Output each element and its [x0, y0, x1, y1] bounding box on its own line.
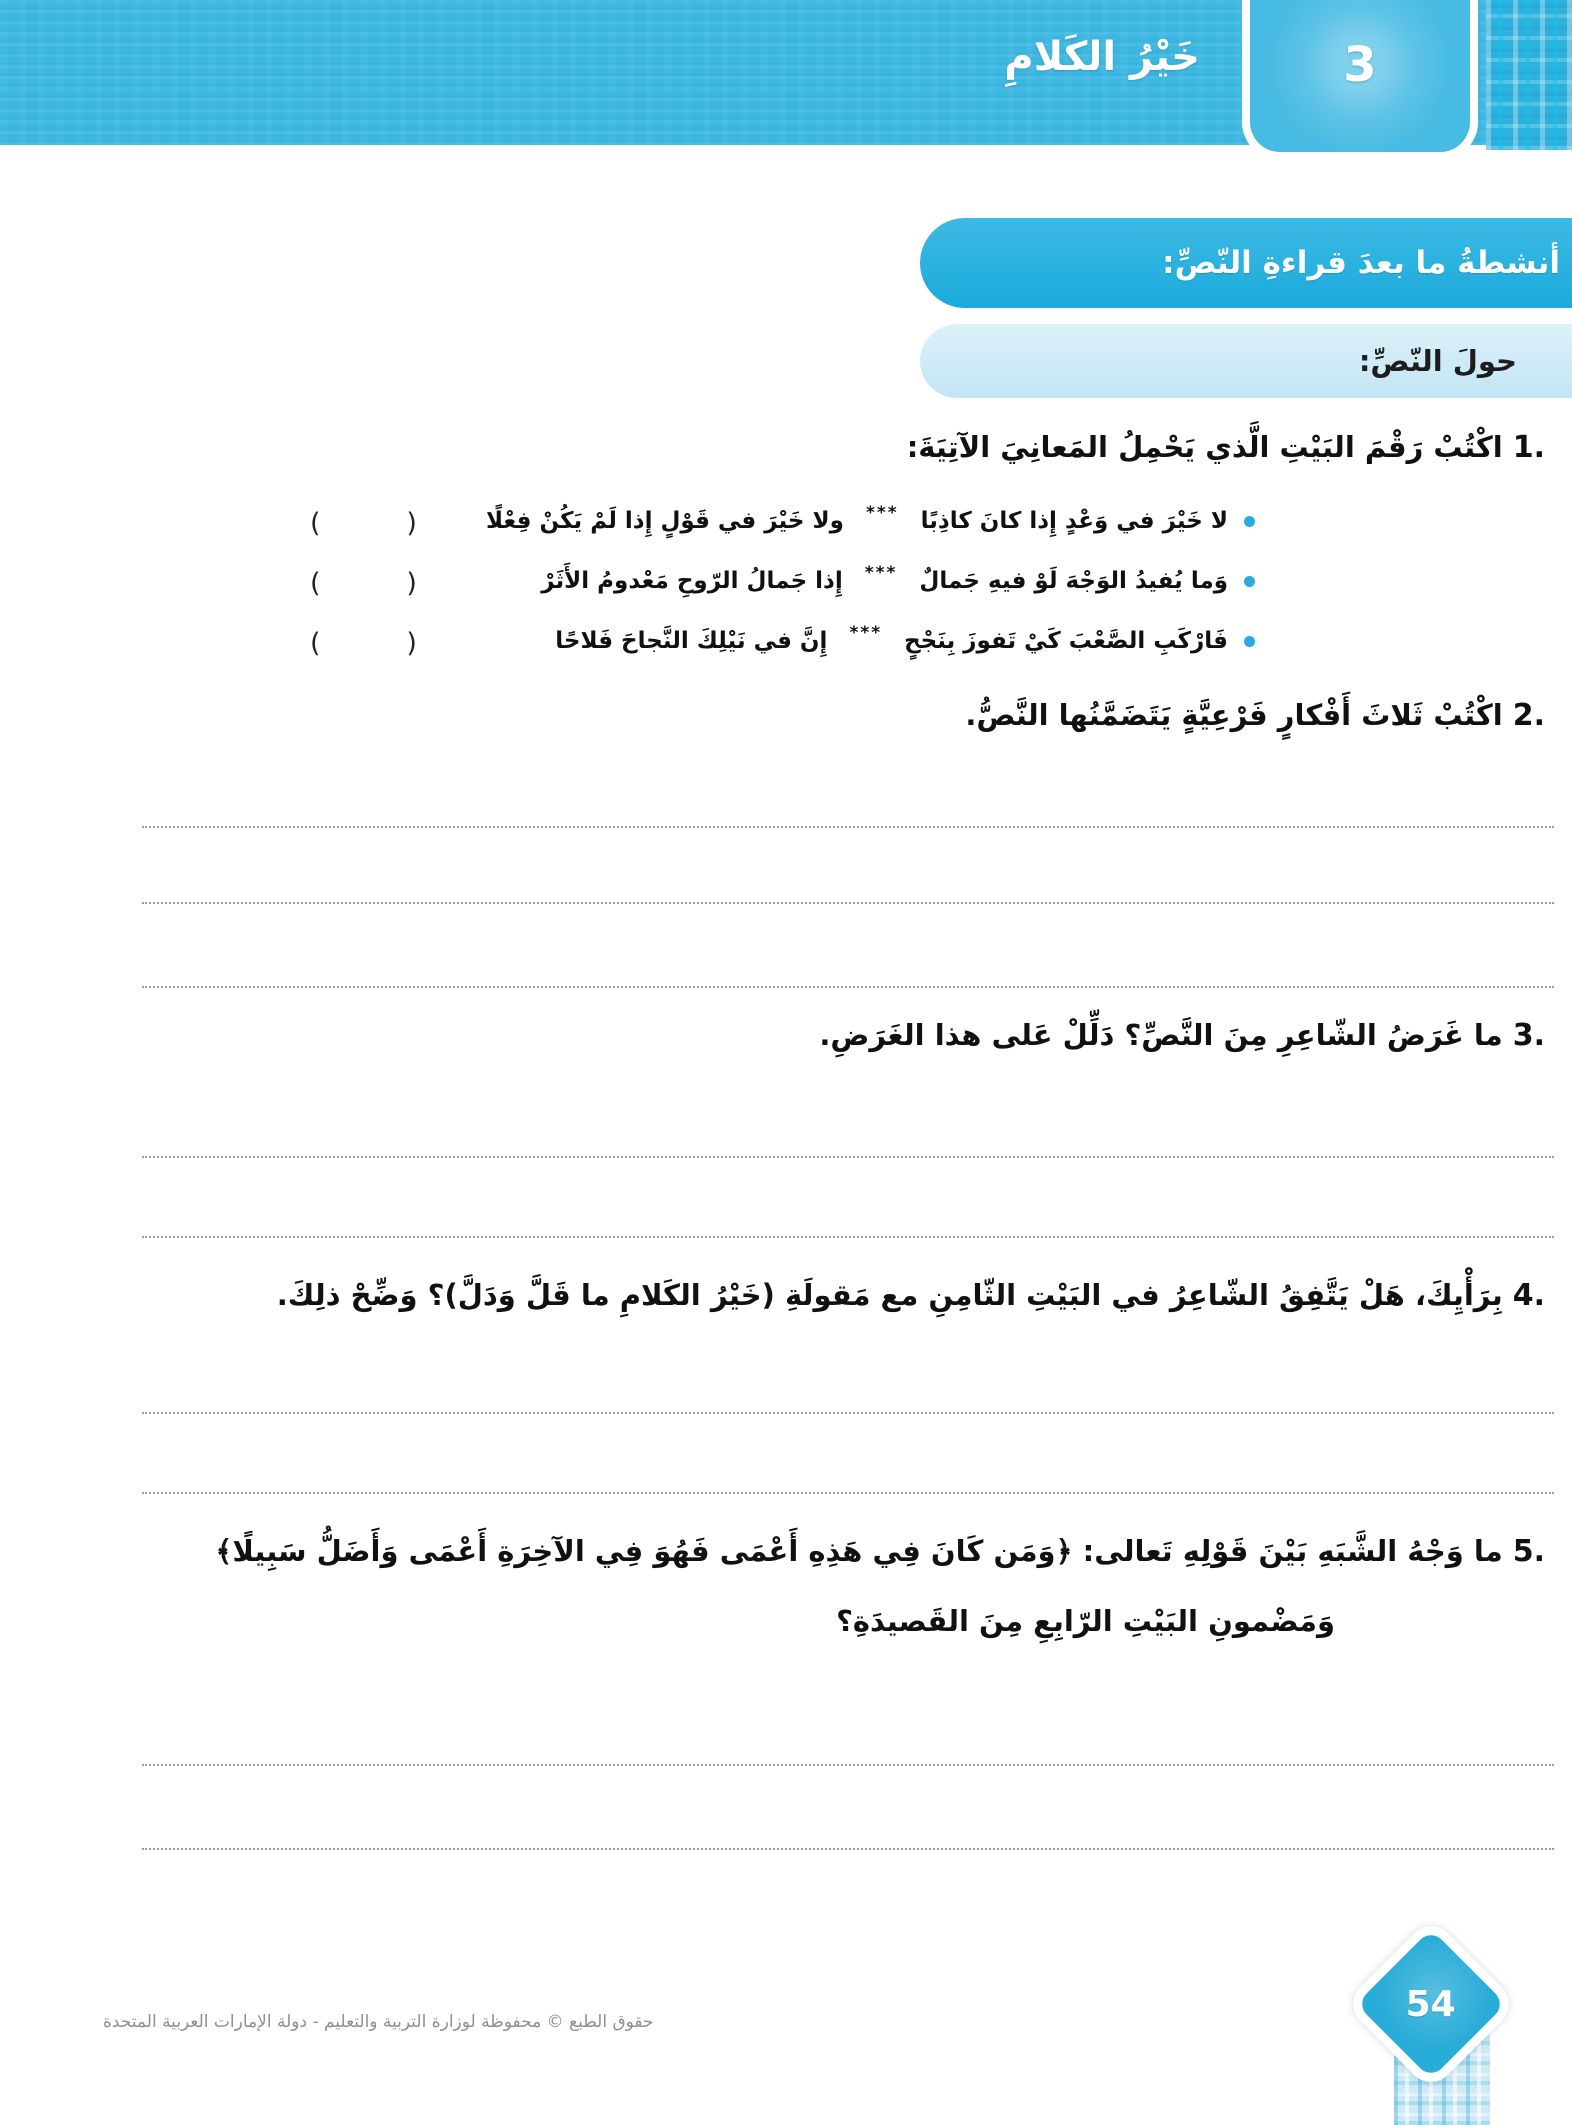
question-4	[277, 1278, 1545, 1313]
verse-1-first-half: لا خَيْرَ في وَعْدٍ إِذا كانَ كاذِبًا	[920, 508, 1228, 534]
question-2	[965, 698, 1545, 733]
activities-banner-label: أنشطةُ ما بعدَ قراءةِ النّصِّ:	[1162, 245, 1560, 281]
lesson-number-box	[1242, 0, 1478, 160]
lesson-number: 3	[1343, 37, 1377, 93]
bullet-dot-icon	[1244, 636, 1255, 647]
answer-slot-2: ( )	[310, 568, 417, 599]
answer-line	[142, 1156, 1554, 1158]
verse-separator: ***	[865, 503, 899, 523]
question-5-number: 5.	[1512, 1534, 1545, 1569]
bullet-dot-icon	[1244, 576, 1255, 587]
question-1-text: اكْتُبْ رَقْمَ البَيْتِ الَّذي يَحْمِلُ المَعانِيَ الآتِيَةَ:	[906, 430, 1503, 464]
answer-line	[142, 1412, 1554, 1414]
question-1-number: 1.	[1512, 430, 1545, 465]
bullet-dot-icon	[1244, 516, 1255, 527]
activities-banner	[920, 218, 1572, 308]
question-5	[215, 1534, 1545, 1569]
answer-line	[142, 1764, 1554, 1766]
page-title: خَيْرُ الكَلامِ	[1004, 34, 1200, 80]
question-3	[819, 1018, 1545, 1053]
page-number: 54	[1405, 1983, 1457, 2025]
verse-separator: ***	[849, 623, 883, 643]
answer-slot-1: ( )	[310, 508, 417, 539]
answer-line	[142, 826, 1554, 828]
verse-3-first-half: فَارْكَبِ الصَّعْبَ كَيْ تَفوزَ بِنَجْحٍ	[904, 628, 1228, 654]
copyright-notice: حقوق الطبع © محفوظة لوزارة التربية والتعليم - دولة الإمارات العربية المتحدة	[103, 2012, 654, 2032]
about-text-banner-label: حولَ النّصِّ:	[1358, 344, 1517, 378]
verse-item-3	[555, 623, 1255, 654]
verse-separator: ***	[864, 563, 898, 583]
question-3-number: 3.	[1512, 1018, 1545, 1053]
verse-item-1	[485, 503, 1255, 534]
question-4-number: 4.	[1512, 1278, 1545, 1313]
verse-2-second-half: إِذا جَمالُ الرّوحِ مَعْدومُ الأَثَرْ	[541, 568, 843, 594]
question-1	[907, 430, 1545, 465]
question-4-text: بِرَأْيِكَ، هَلْ يَتَّفِقُ الشّاعِرُ في البَيْتِ الثّامِنِ مع مَقولَةِ (خَيْرُ الكَلامِ ما قَلَّ وَدَلَّ)؟ وَضِّحْ ذلِكَ.	[276, 1278, 1503, 1312]
question-5-line2: وَمَضْمونِ البَيْتِ الرّابِعِ مِنَ القَصيدَةِ؟	[836, 1604, 1335, 1638]
answer-line	[142, 1848, 1554, 1850]
decorative-texture-top-right	[1486, 0, 1572, 150]
verse-3-second-half: إِنَّ في نَيْلِكَ النَّجاحَ فَلاحًا	[555, 628, 828, 654]
verse-item-2	[541, 563, 1255, 594]
question-3-text: ما غَرَضُ الشّاعِرِ مِنَ النَّصِّ؟ دَلِّلْ عَلى هذا الغَرَضِ.	[819, 1018, 1503, 1052]
answer-line	[142, 902, 1554, 904]
about-text-banner	[920, 324, 1572, 398]
answer-slot-3: ( )	[310, 628, 417, 659]
verse-1-second-half: ولا خَيْرَ في قَوْلٍ إِذا لَمْ يَكُنْ فِعْلًا	[485, 508, 844, 534]
question-5-continued	[836, 1604, 1335, 1638]
answer-line	[142, 986, 1554, 988]
page-number-badge	[1343, 1916, 1518, 2091]
question-2-number: 2.	[1512, 698, 1545, 733]
question-5-line1: ما وَجْهُ الشَّبَهِ بَيْنَ قَوْلِهِ تَعالى: ﴿وَمَن كَانَ فِي هَذِهِ أَعْمَى فَهُوَ فِي الآخِرَةِ أَعْمَى وَأَضَلُّ سَبِيلًا﴾	[215, 1534, 1503, 1568]
answer-line	[142, 1492, 1554, 1494]
question-2-text: اكْتُبْ ثَلاثَ أَفْكارٍ فَرْعِيَّةٍ يَتَضَمَّنُها النَّصُّ.	[965, 698, 1503, 732]
answer-line	[142, 1236, 1554, 1238]
verse-2-first-half: وَما يُفيدُ الوَجْهَ لَوْ فيهِ جَمالٌ	[919, 568, 1228, 594]
